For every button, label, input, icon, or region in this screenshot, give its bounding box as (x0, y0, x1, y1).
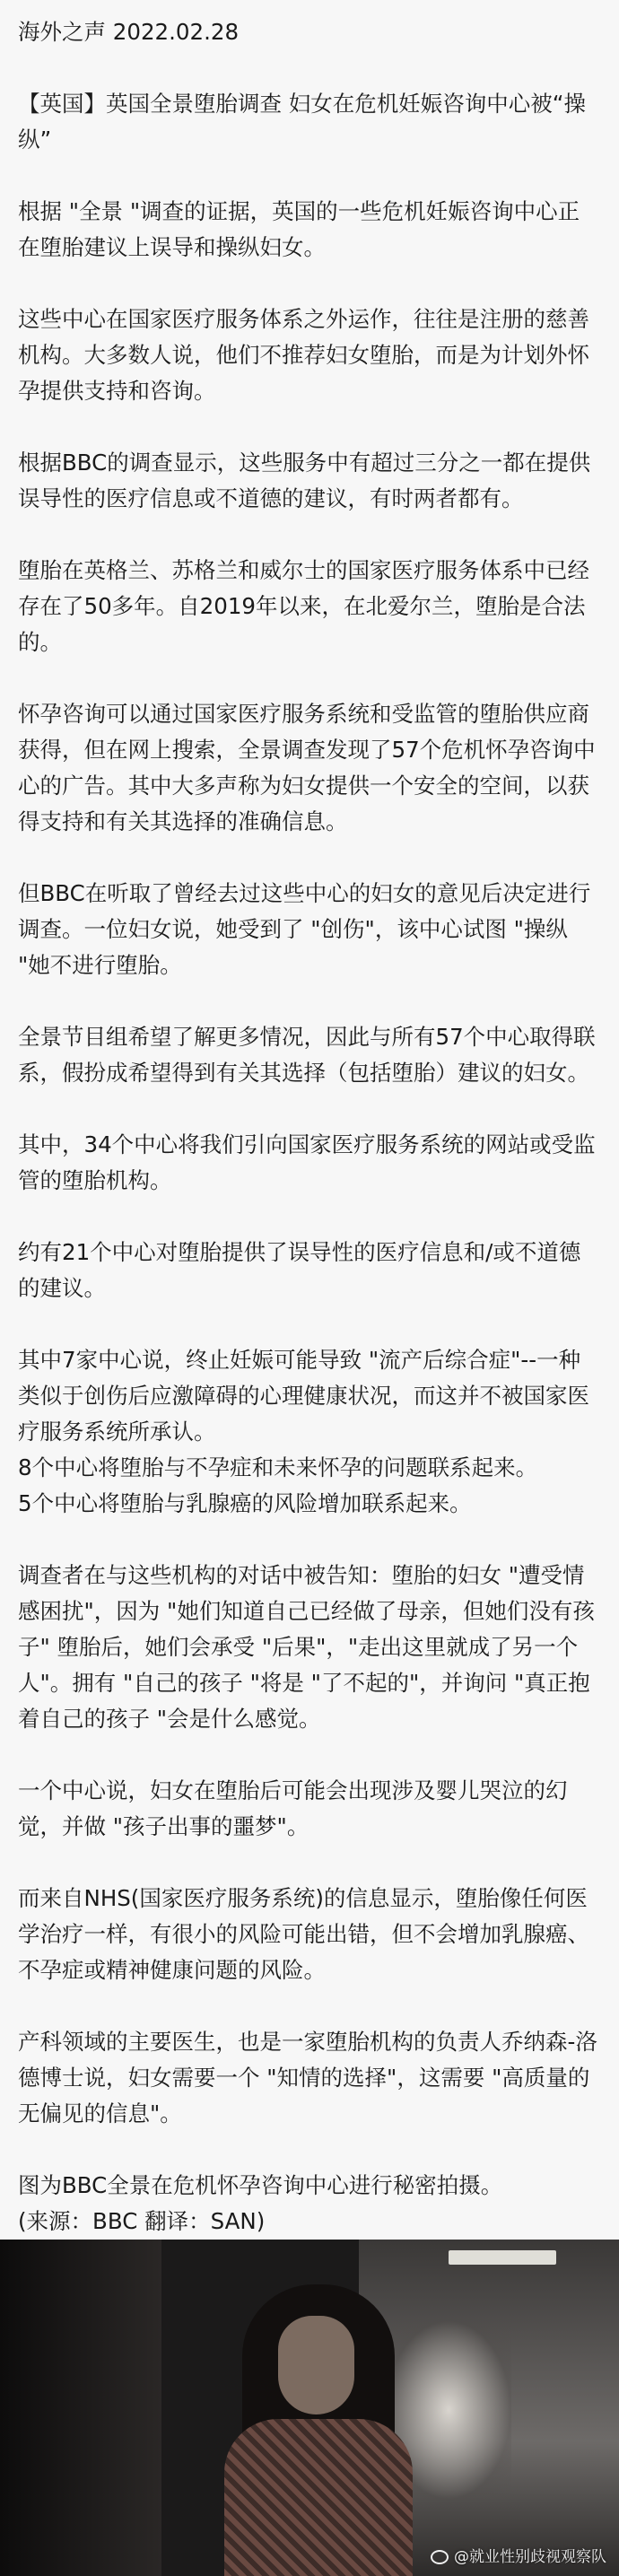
paragraph: 约有21个中心对堕胎提供了误导性的医疗信息和/或不道德的建议。 (18, 1239, 581, 1301)
photo-person-face (278, 2316, 354, 2414)
source-date-line: 海外之声 2022.02.28 (18, 19, 240, 45)
paragraph: 但BBC在听取了曾经去过这些中心的妇女的意见后决定进行调查。一位妇女说，她受到了 "创伤"，该中心试图 "操纵 "她不进行堕胎。 (18, 880, 591, 978)
weibo-icon (431, 2550, 449, 2564)
paragraph: 一个中心说，妇女在堕胎后可能会出现涉及婴儿哭泣的幻觉，并做 "孩子出事的噩梦"。 (18, 1777, 568, 1839)
undercover-photo (0, 2240, 619, 2576)
paragraph: 产科领域的主要医生，也是一家堕胎机构的负责人乔纳森-洛德博士说，妇女需要一个 "知情的选择"，这需要 "高质量的无偏见的信息"。 (18, 2029, 597, 2126)
paragraph: 怀孕咨询可以通过国家医疗服务系统和受监管的堕胎供应商获得，但在网上搜索，全景调查发现了57个危机怀孕咨询中心的广告。其中大多声称为妇女提供一个安全的空间，以获得支持和有关其选择的准确信息。 (18, 701, 596, 834)
photo-ceiling-light (449, 2250, 556, 2265)
paragraph: 调查者在与这些机构的对话中被告知：堕胎的妇女 "遭受情感困扰"，因为 "她们知道自己已经做了母亲，但她们没有孩子" 堕胎后，她们会承受 "后果"，"走出这里就成了另一个人"。拥有 "自己的孩子 "将是 "了不起的"，并询问 "真正抱着自己的孩子 "会是什么感觉。 (18, 1562, 595, 1732)
paragraph: 而来自NHS(国家医疗服务系统)的信息显示，堕胎像任何医学治疗一样，有很小的风险可能出错，但不会增加乳腺癌、不孕症或精神健康问题的风险。 (18, 1885, 589, 1983)
watermark-text: @就业性别歧视观察队 (454, 2548, 606, 2566)
paragraph: 其中7家中心说，终止妊娠可能导致 "流产后综合症"--一种类似于创伤后应激障碍的心理健康状况，而这并不被国家医疗服务系统所承认。 8个中心将堕胎与不孕症和未来怀孕的问题联系起来。 5个中心将堕胎与乳腺癌的风险增加联系起来。 (18, 1347, 589, 1516)
photo-caption: 图为BBC全景在危机怀孕咨询中心进行秘密拍摄。 (来源：BBC 翻译：SAN) (18, 2172, 503, 2234)
paragraph: 其中，34个中心将我们引向国家医疗服务系统的网站或受监管的堕胎机构。 (18, 1131, 596, 1193)
paragraph: 全景节目组希望了解更多情况，因此与所有57个中心取得联系，假扮成希望得到有关其选择（包括堕胎）建议的妇女。 (18, 1024, 596, 1086)
paragraph: 根据 "全景 "调查的证据，英国的一些危机妊娠咨询中心正在堕胎建议上误导和操纵妇女。 (18, 198, 580, 260)
article-title: 【英国】英国全景堕胎调查 妇女在危机妊娠咨询中心被“操纵” (18, 91, 586, 153)
paragraph: 堕胎在英格兰、苏格兰和威尔士的国家医疗服务体系中已经存在了50多年。自2019年以来，在北爱尔兰，堕胎是合法的。 (18, 557, 589, 655)
paragraph: 根据BBC的调查显示，这些服务中有超过三分之一都在提供误导性的医疗信息或不道德的建议，有时两者都有。 (18, 450, 591, 511)
photo-wall (0, 2240, 161, 2576)
paragraph: 这些中心在国家医疗服务体系之外运作，往往是注册的慈善机构。大多数人说，他们不推荐妇女堕胎，而是为计划外怀孕提供支持和咨询。 (18, 306, 589, 404)
watermark (431, 2547, 606, 2567)
photo-person-body (224, 2419, 413, 2576)
